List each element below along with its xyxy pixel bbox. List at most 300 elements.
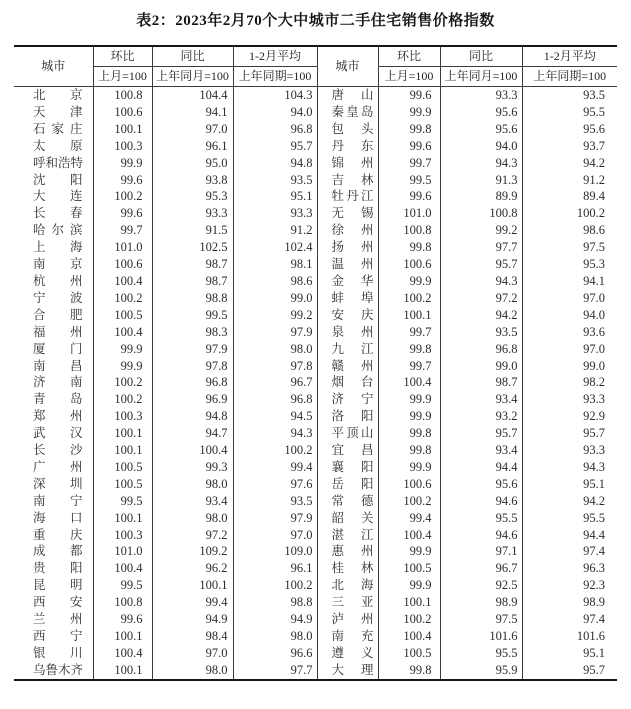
value-cell: 100.2: [378, 611, 440, 628]
city-name: 温 州: [331, 257, 374, 272]
city-name: 长 春: [33, 206, 83, 221]
value-cell: 99.4: [152, 594, 233, 611]
value-cell: 109.2: [152, 543, 233, 560]
value-cell: 100.1: [378, 307, 440, 324]
table-row: [14, 104, 617, 121]
city-name: 合 肥: [33, 307, 83, 322]
city-cell: [317, 104, 378, 121]
value-cell: 99.8: [378, 442, 440, 459]
value-cell: 95.3: [152, 188, 233, 205]
value-cell: 95.5: [440, 645, 522, 662]
city-name: 杭 州: [33, 273, 83, 288]
value-cell: 99.9: [378, 577, 440, 594]
table-row: [14, 307, 617, 324]
header-yoy-base-right: 上年同月=100: [440, 67, 522, 87]
city-name: 北 海: [331, 578, 374, 593]
header-yoy-base-left: 上年同月=100: [152, 67, 233, 87]
value-cell: 99.5: [378, 172, 440, 189]
value-cell: 100.8: [93, 594, 152, 611]
city-cell: [14, 459, 93, 476]
city-cell: [317, 222, 378, 239]
city-name: 沈 阳: [33, 172, 83, 187]
city-name: 岳 阳: [331, 476, 374, 491]
value-cell: 94.3: [583, 459, 605, 474]
value-cell: 100.4: [93, 324, 152, 341]
value-cell: 99.8: [378, 662, 440, 680]
header-mom-base-right: 上月=100: [378, 67, 440, 87]
city-name: 泸 州: [331, 612, 374, 627]
city-cell: [14, 290, 93, 307]
header-avg-right: 1-2月平均: [522, 46, 617, 67]
value-cell: 97.0: [152, 645, 233, 662]
city-name: 广 州: [33, 459, 83, 474]
value-cell: 94.1: [152, 104, 233, 121]
value-cell: 99.2: [233, 307, 317, 324]
value-cell: 92.5: [440, 577, 522, 594]
city-name: 扬 州: [331, 240, 374, 255]
value-cell: 91.5: [152, 222, 233, 239]
city-name: 常 德: [331, 493, 374, 508]
value-cell: 96.8: [233, 121, 317, 138]
value-cell: 97.0: [152, 121, 233, 138]
city-cell: [317, 425, 378, 442]
value-cell: 98.7: [152, 256, 233, 273]
city-cell: [317, 510, 378, 527]
city-name: 昆 明: [33, 578, 83, 593]
value-cell: 99.9: [93, 155, 152, 172]
table-row: [14, 222, 617, 239]
value-cell: 99.6: [378, 87, 440, 104]
city-cell: [317, 628, 378, 645]
value-cell: 95.9: [440, 662, 522, 680]
value-cell: 100.2: [576, 206, 605, 221]
city-cell: [14, 307, 93, 324]
city-name: 南 充: [331, 629, 374, 643]
value-cell: 97.0: [583, 341, 605, 356]
value-cell: 96.2: [152, 560, 233, 577]
value-cell: 100.4: [93, 645, 152, 662]
city-cell: [317, 543, 378, 560]
city-cell: [317, 645, 378, 662]
value-cell: 99.0: [233, 290, 317, 307]
value-cell: 93.7: [583, 138, 605, 153]
header-avg-base-right: 上年同期=100: [522, 67, 617, 87]
value-cell: 95.7: [583, 426, 605, 441]
city-cell: [317, 577, 378, 594]
value-cell: 97.6: [233, 476, 317, 493]
table-row: [14, 645, 617, 662]
value-cell: 99.5: [152, 307, 233, 324]
value-cell: 99.5: [93, 577, 152, 594]
value-cell: 93.5: [440, 324, 522, 341]
value-cell: 97.9: [152, 341, 233, 358]
city-name: 青 岛: [33, 392, 83, 407]
table-row: [14, 374, 617, 391]
value-cell: 93.3: [440, 87, 522, 104]
value-cell: 96.8: [233, 391, 317, 408]
city-cell: [317, 493, 378, 510]
value-cell: 100.1: [152, 577, 233, 594]
city-name: 武 汉: [33, 426, 83, 441]
city-cell: [317, 324, 378, 341]
value-cell: 99.6: [378, 138, 440, 155]
city-cell: [14, 645, 93, 662]
value-cell: 91.3: [440, 172, 522, 189]
table-row: [14, 239, 617, 256]
value-cell: 102.5: [152, 239, 233, 256]
city-cell: [317, 239, 378, 256]
value-cell: 96.9: [152, 391, 233, 408]
value-cell: 99.0: [440, 358, 522, 375]
city-cell: [317, 290, 378, 307]
value-cell: 97.1: [440, 543, 522, 560]
city-name: 西 安: [33, 595, 83, 610]
header-avg-left: 1-2月平均: [233, 46, 317, 67]
city-cell: [317, 442, 378, 459]
table-row: [14, 425, 617, 442]
city-cell: [317, 87, 378, 104]
city-name: 福 州: [33, 324, 83, 339]
table-row: [14, 611, 617, 628]
city-name: 天 津: [33, 104, 83, 119]
value-cell: 97.8: [152, 358, 233, 375]
value-cell: 95.5: [583, 510, 605, 525]
city-name: 安 庆: [331, 307, 374, 322]
value-cell: 94.0: [440, 138, 522, 155]
value-cell: 99.9: [378, 459, 440, 476]
value-cell: 98.9: [440, 594, 522, 611]
table-row: [14, 577, 617, 594]
value-cell: 96.6: [233, 645, 317, 662]
value-cell: 93.5: [233, 493, 317, 510]
table-row: [14, 476, 617, 493]
city-cell: [14, 358, 93, 375]
city-cell: [317, 172, 378, 189]
value-cell: 95.7: [233, 138, 317, 155]
value-cell: 100.2: [93, 188, 152, 205]
city-cell: [14, 222, 93, 239]
value-cell: 100.1: [93, 662, 152, 680]
value-cell: 99.6: [378, 188, 440, 205]
value-cell: 94.3: [233, 425, 317, 442]
city-name: 吉 林: [331, 172, 374, 187]
value-cell: 100.4: [152, 442, 233, 459]
value-cell: 98.7: [440, 374, 522, 391]
city-cell: [14, 324, 93, 341]
value-cell: 96.8: [440, 341, 522, 358]
city-cell: [14, 172, 93, 189]
value-cell: 95.1: [583, 476, 605, 491]
value-cell: 94.1: [583, 273, 605, 288]
value-cell: 98.0: [233, 628, 317, 645]
city-name: 牡 丹 江: [331, 189, 374, 204]
value-cell: 99.7: [378, 324, 440, 341]
city-cell: [14, 594, 93, 611]
value-cell: 99.9: [378, 543, 440, 560]
value-cell: 96.1: [233, 560, 317, 577]
city-cell: [317, 662, 378, 680]
value-cell: 98.0: [152, 476, 233, 493]
value-cell: 94.3: [440, 155, 522, 172]
table-row: [14, 493, 617, 510]
value-cell: 98.7: [152, 273, 233, 290]
table-row: [14, 594, 617, 611]
city-name: 郑 州: [33, 409, 83, 424]
city-cell: [14, 256, 93, 273]
value-cell: 92.9: [583, 409, 605, 424]
city-cell: [14, 611, 93, 628]
value-cell: 97.8: [233, 358, 317, 375]
value-cell: 100.5: [93, 476, 152, 493]
table-row: [14, 391, 617, 408]
city-cell: [317, 358, 378, 375]
value-cell: 89.4: [583, 189, 605, 204]
city-cell: [14, 543, 93, 560]
value-cell: 93.3: [233, 205, 317, 222]
table-header: [14, 46, 617, 87]
city-cell: [14, 188, 93, 205]
value-cell: 94.5: [233, 408, 317, 425]
value-cell: 99.5: [93, 493, 152, 510]
value-cell: 97.2: [440, 290, 522, 307]
city-name: 深 圳: [33, 476, 83, 491]
city-cell: [317, 155, 378, 172]
value-cell: 100.4: [378, 628, 440, 645]
city-name: 大 连: [33, 189, 83, 204]
city-name: 秦 皇 岛: [331, 104, 374, 119]
table-row: [14, 459, 617, 476]
value-cell: 96.7: [233, 374, 317, 391]
city-name: 无 锡: [331, 206, 374, 221]
value-cell: 100.1: [93, 628, 152, 645]
value-cell: 91.2: [583, 172, 605, 187]
city-cell: [14, 408, 93, 425]
table-row: [14, 172, 617, 189]
value-cell: 94.2: [583, 155, 605, 170]
table-row: [14, 87, 617, 104]
table-row: [14, 138, 617, 155]
value-cell: 97.2: [152, 527, 233, 544]
value-cell: 100.2: [233, 442, 317, 459]
header-avg-base-left: 上年同期=100: [233, 67, 317, 87]
city-cell: [14, 239, 93, 256]
city-name: 锦 州: [331, 155, 374, 170]
value-cell: 100.6: [93, 256, 152, 273]
value-cell: 99.8: [378, 121, 440, 138]
value-cell: 93.5: [233, 172, 317, 189]
value-cell: 99.9: [93, 358, 152, 375]
page-title: 表2：2023年2月70个大中城市二手住宅销售价格指数: [136, 13, 495, 29]
city-cell: [317, 527, 378, 544]
value-cell: 101.0: [93, 239, 152, 256]
value-cell: 93.4: [152, 493, 233, 510]
city-name: 金 华: [331, 273, 374, 288]
value-cell: 93.3: [583, 443, 605, 458]
city-name: 泉 州: [331, 324, 374, 339]
header-row-groups: [14, 46, 617, 67]
city-cell: [14, 493, 93, 510]
value-cell: 94.3: [440, 273, 522, 290]
header-mom-right: 环比: [378, 46, 440, 67]
value-cell: 94.8: [233, 155, 317, 172]
city-name: 襄 阳: [331, 459, 374, 474]
city-cell: [317, 188, 378, 205]
city-name: 三 亚: [331, 595, 374, 610]
city-name: 兰 州: [33, 612, 83, 627]
city-name: 上 海: [33, 240, 83, 255]
value-cell: 100.6: [93, 104, 152, 121]
value-cell: 98.0: [233, 341, 317, 358]
value-cell: 95.7: [583, 662, 605, 677]
city-name: 唐 山: [331, 88, 374, 102]
value-cell: 98.9: [583, 595, 605, 610]
value-cell: 95.0: [152, 155, 233, 172]
value-cell: 99.6: [93, 172, 152, 189]
table-row: [14, 527, 617, 544]
city-name: 南 昌: [33, 358, 83, 373]
city-cell: [317, 341, 378, 358]
city-name: 遵 义: [331, 645, 374, 660]
city-cell: [14, 391, 93, 408]
value-cell: 100.2: [93, 391, 152, 408]
city-cell: [317, 138, 378, 155]
city-cell: [317, 408, 378, 425]
value-cell: 100.1: [93, 121, 152, 138]
table-row: [14, 155, 617, 172]
value-cell: 101.0: [93, 543, 152, 560]
value-cell: 98.0: [152, 662, 233, 680]
value-cell: 100.1: [378, 594, 440, 611]
value-cell: 99.4: [233, 459, 317, 476]
city-cell: [14, 104, 93, 121]
city-name: 太 原: [33, 138, 83, 153]
city-cell: [14, 527, 93, 544]
value-cell: 94.2: [440, 307, 522, 324]
city-cell: [317, 560, 378, 577]
value-cell: 99.3: [152, 459, 233, 476]
city-cell: [317, 307, 378, 324]
value-cell: 95.1: [583, 645, 605, 660]
value-cell: 100.6: [378, 256, 440, 273]
city-cell: [317, 121, 378, 138]
value-cell: 98.0: [152, 510, 233, 527]
city-name: 洛 阳: [331, 409, 374, 424]
table-row: [14, 273, 617, 290]
value-cell: 99.8: [378, 239, 440, 256]
value-cell: 100.5: [93, 459, 152, 476]
value-cell: 91.2: [233, 222, 317, 239]
city-cell: [14, 425, 93, 442]
city-name: 重 庆: [33, 527, 83, 542]
city-cell: [14, 476, 93, 493]
value-cell: 96.8: [152, 374, 233, 391]
city-cell: [317, 391, 378, 408]
city-name: 南 宁: [33, 493, 83, 508]
value-cell: 93.4: [440, 442, 522, 459]
city-cell: [317, 476, 378, 493]
value-cell: 99.9: [378, 273, 440, 290]
value-cell: 100.2: [233, 577, 317, 594]
value-cell: 100.8: [378, 222, 440, 239]
value-cell: 89.9: [440, 188, 522, 205]
value-cell: 100.1: [93, 425, 152, 442]
value-cell: 99.4: [378, 510, 440, 527]
city-cell: [14, 374, 93, 391]
value-cell: 99.6: [93, 611, 152, 628]
value-cell: 94.9: [233, 611, 317, 628]
city-cell: [14, 510, 93, 527]
city-name: 哈 尔 滨: [33, 223, 83, 238]
city-cell: [14, 577, 93, 594]
value-cell: 99.7: [93, 222, 152, 239]
city-name: 海 口: [33, 510, 83, 525]
city-name: 大 理: [331, 662, 374, 677]
value-cell: 97.7: [233, 662, 317, 680]
city-name: 惠 州: [331, 544, 374, 559]
value-cell: 100.2: [378, 290, 440, 307]
value-cell: 99.9: [93, 341, 152, 358]
value-cell: 95.7: [440, 425, 522, 442]
value-cell: 102.4: [233, 239, 317, 256]
value-cell: 100.8: [440, 205, 522, 222]
value-cell: 99.9: [378, 408, 440, 425]
value-cell: 93.2: [440, 408, 522, 425]
city-name: 桂 林: [331, 561, 374, 576]
value-cell: 100.4: [378, 527, 440, 544]
value-cell: 95.6: [440, 476, 522, 493]
value-cell: 97.5: [440, 611, 522, 628]
table-row: [14, 510, 617, 527]
value-cell: 95.5: [440, 510, 522, 527]
city-name: 贵 阳: [33, 561, 83, 576]
city-name: 宜 昌: [331, 443, 374, 458]
value-cell: 100.2: [93, 290, 152, 307]
value-cell: 99.7: [378, 155, 440, 172]
header-yoy-left: 同比: [152, 46, 233, 67]
table-row: [14, 290, 617, 307]
value-cell: 100.3: [93, 408, 152, 425]
value-cell: 100.4: [93, 560, 152, 577]
table-row: [14, 358, 617, 375]
value-cell: 97.4: [583, 544, 605, 559]
value-cell: 100.1: [93, 442, 152, 459]
value-cell: 99.0: [583, 358, 605, 373]
city-cell: [317, 273, 378, 290]
value-cell: 97.0: [583, 290, 605, 305]
value-cell: 98.1: [233, 256, 317, 273]
value-cell: 100.6: [378, 476, 440, 493]
city-name: 韶 关: [331, 510, 374, 525]
city-name: 石 家 庄: [33, 121, 83, 136]
table-row: [14, 341, 617, 358]
value-cell: 97.7: [440, 239, 522, 256]
city-cell: [14, 121, 93, 138]
value-cell: 98.4: [152, 628, 233, 645]
city-cell: [14, 560, 93, 577]
value-cell: 98.8: [233, 594, 317, 611]
value-cell: 100.4: [93, 273, 152, 290]
value-cell: 99.6: [93, 205, 152, 222]
value-cell: 100.8: [93, 87, 152, 104]
value-cell: 94.7: [152, 425, 233, 442]
city-cell: [14, 341, 93, 358]
value-cell: 100.3: [93, 138, 152, 155]
value-cell: 100.5: [378, 560, 440, 577]
value-cell: 95.6: [440, 121, 522, 138]
city-name: 丹 东: [331, 138, 374, 153]
value-cell: 98.6: [583, 223, 605, 238]
value-cell: 97.4: [583, 612, 605, 627]
